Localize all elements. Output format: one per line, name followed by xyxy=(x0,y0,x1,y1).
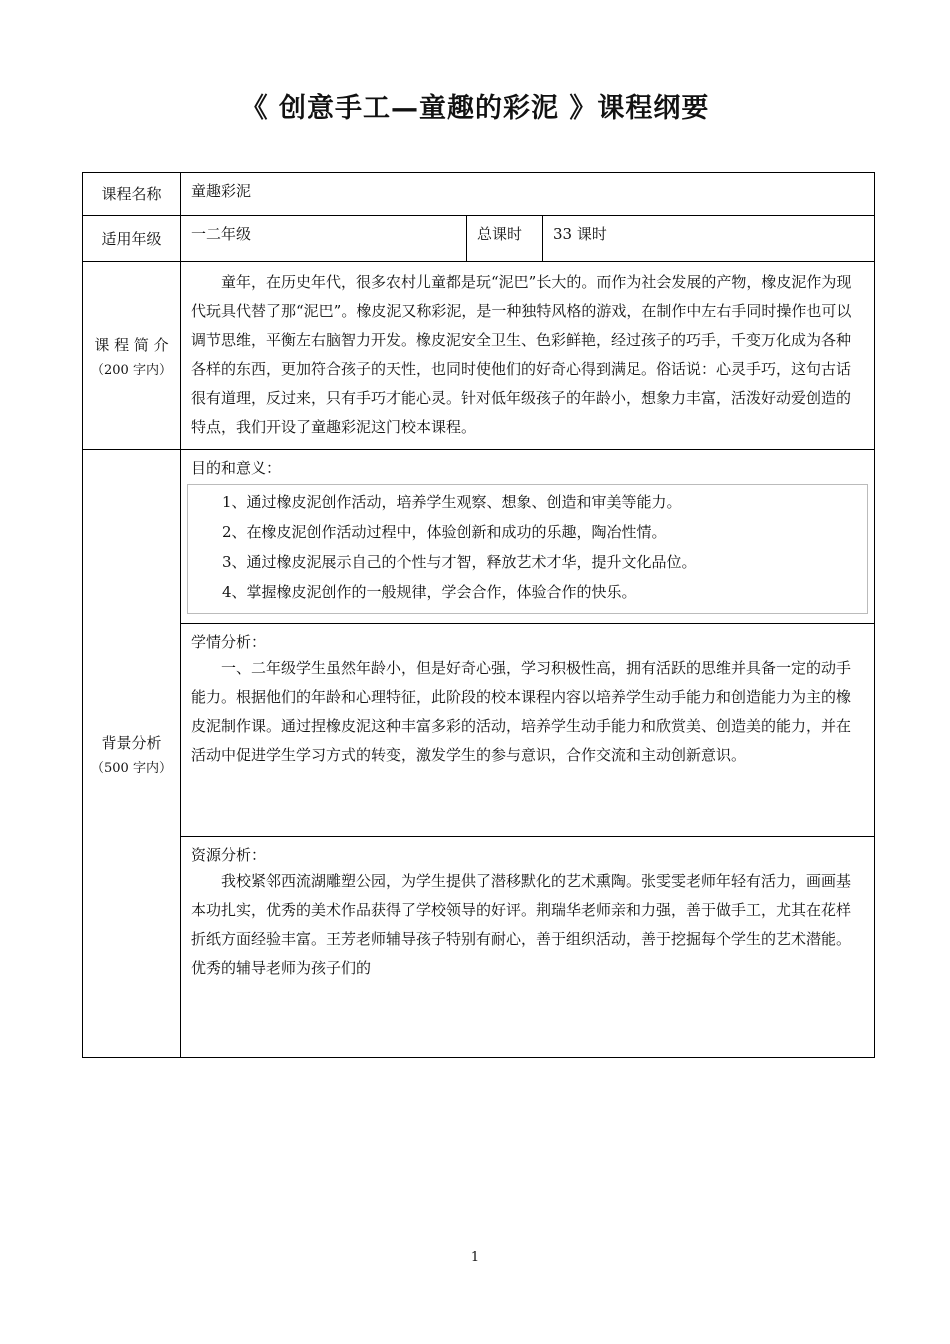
intro-word-limit: （200 字内） xyxy=(91,362,172,378)
intro-cell xyxy=(181,262,875,450)
purpose-item: 4、掌握橡皮泥创作的一般规律，学会合作，体验合作的快乐。 xyxy=(222,583,637,601)
background-word-limit: （500 字内） xyxy=(91,760,172,776)
total-hours-label: 总课时 xyxy=(467,216,543,262)
background-label xyxy=(83,450,181,1058)
purpose-heading: 目的和意义： xyxy=(191,459,282,477)
purpose-item: 2、在橡皮泥创作活动过程中，体验创新和成功的乐趣，陶冶性情。 xyxy=(222,523,667,541)
intro-text: 童年，在历史年代，很多农村儿童都是玩“泥巴”长大的。而作为社会发展的产物，橡皮泥作为现代玩具代替了那“泥巴”。橡皮泥又称彩泥，是一种独特风格的游戏，在制作中左右手同时操作也可以调节思维，平衡左右脑智力开发。橡皮泥安全卫生、色彩鲜艳，经过孩子的巧手，千变万化成为各种各样的东西，更加符合孩子的天性，也同时使他们的好奇心得到满足。俗话说：心灵手巧，这句古话很有道理，反过来，只有手巧才能心灵。针对低年级孩子的年龄小，想象力丰富，活泼好动爱创造的特点，我们开设了童趣彩泥这门校本课程。 xyxy=(191,273,852,436)
students-heading: 学情分析： xyxy=(191,633,267,651)
background-label-text: 背景分析 xyxy=(101,733,162,752)
course-name-label: 课程名称 xyxy=(83,173,181,216)
purpose-list xyxy=(187,484,868,614)
grade-label: 适用年级 xyxy=(83,216,181,262)
resources-cell xyxy=(181,837,875,1058)
resources-heading: 资源分析： xyxy=(191,846,267,864)
purpose-item: 1、通过橡皮泥创作活动，培养学生观察、想象、创造和审美等能力。 xyxy=(222,493,682,511)
page-number: 1 xyxy=(470,1250,480,1265)
intro-label-text: 课 程 简 介 xyxy=(94,335,169,354)
students-text: 一、二年级学生虽然年龄小，但是好奇心强，学习积极性高，拥有活跃的思维并具备一定的动手能力。根据他们的年龄和心理特征，此阶段的校本课程内容以培养学生动手能力和创造能力为主的橡皮泥制作课。通过捏橡皮泥这种丰富多彩的活动，培养学生动手能力和欣赏美、创造美的能力，并在活动中促进学生学习方式的转变，激发学生的参与意识，合作交流和主动创新意识。 xyxy=(191,659,852,764)
total-hours-value: 33 课时 xyxy=(543,216,875,262)
students-cell xyxy=(181,624,875,837)
resources-text: 我校紧邻西流湖雕塑公园，为学生提供了潜移默化的艺术熏陶。张雯雯老师年轻有活力，画画基本功扎实，优秀的美术作品获得了学校领导的好评。荆瑞华老师亲和力强，善于做手工，尤其在花样折纸方面经验丰富。王芳老师辅导孩子特别有耐心，善于组织活动，善于挖掘每个学生的艺术潜能。优秀的辅导老师为孩子们的 xyxy=(191,872,852,977)
purpose-cell xyxy=(181,450,875,624)
purpose-item: 3、通过橡皮泥展示自己的个性与才智，释放艺术才华，提升文化品位。 xyxy=(222,553,697,571)
course-name-value: 童趣彩泥 xyxy=(181,173,875,216)
grade-value: 一二年级 xyxy=(181,216,467,262)
intro-label xyxy=(83,262,181,450)
course-outline-table xyxy=(82,172,875,1058)
page-title: 《 创意手工—童趣的彩泥 》课程纲要 xyxy=(240,93,710,124)
